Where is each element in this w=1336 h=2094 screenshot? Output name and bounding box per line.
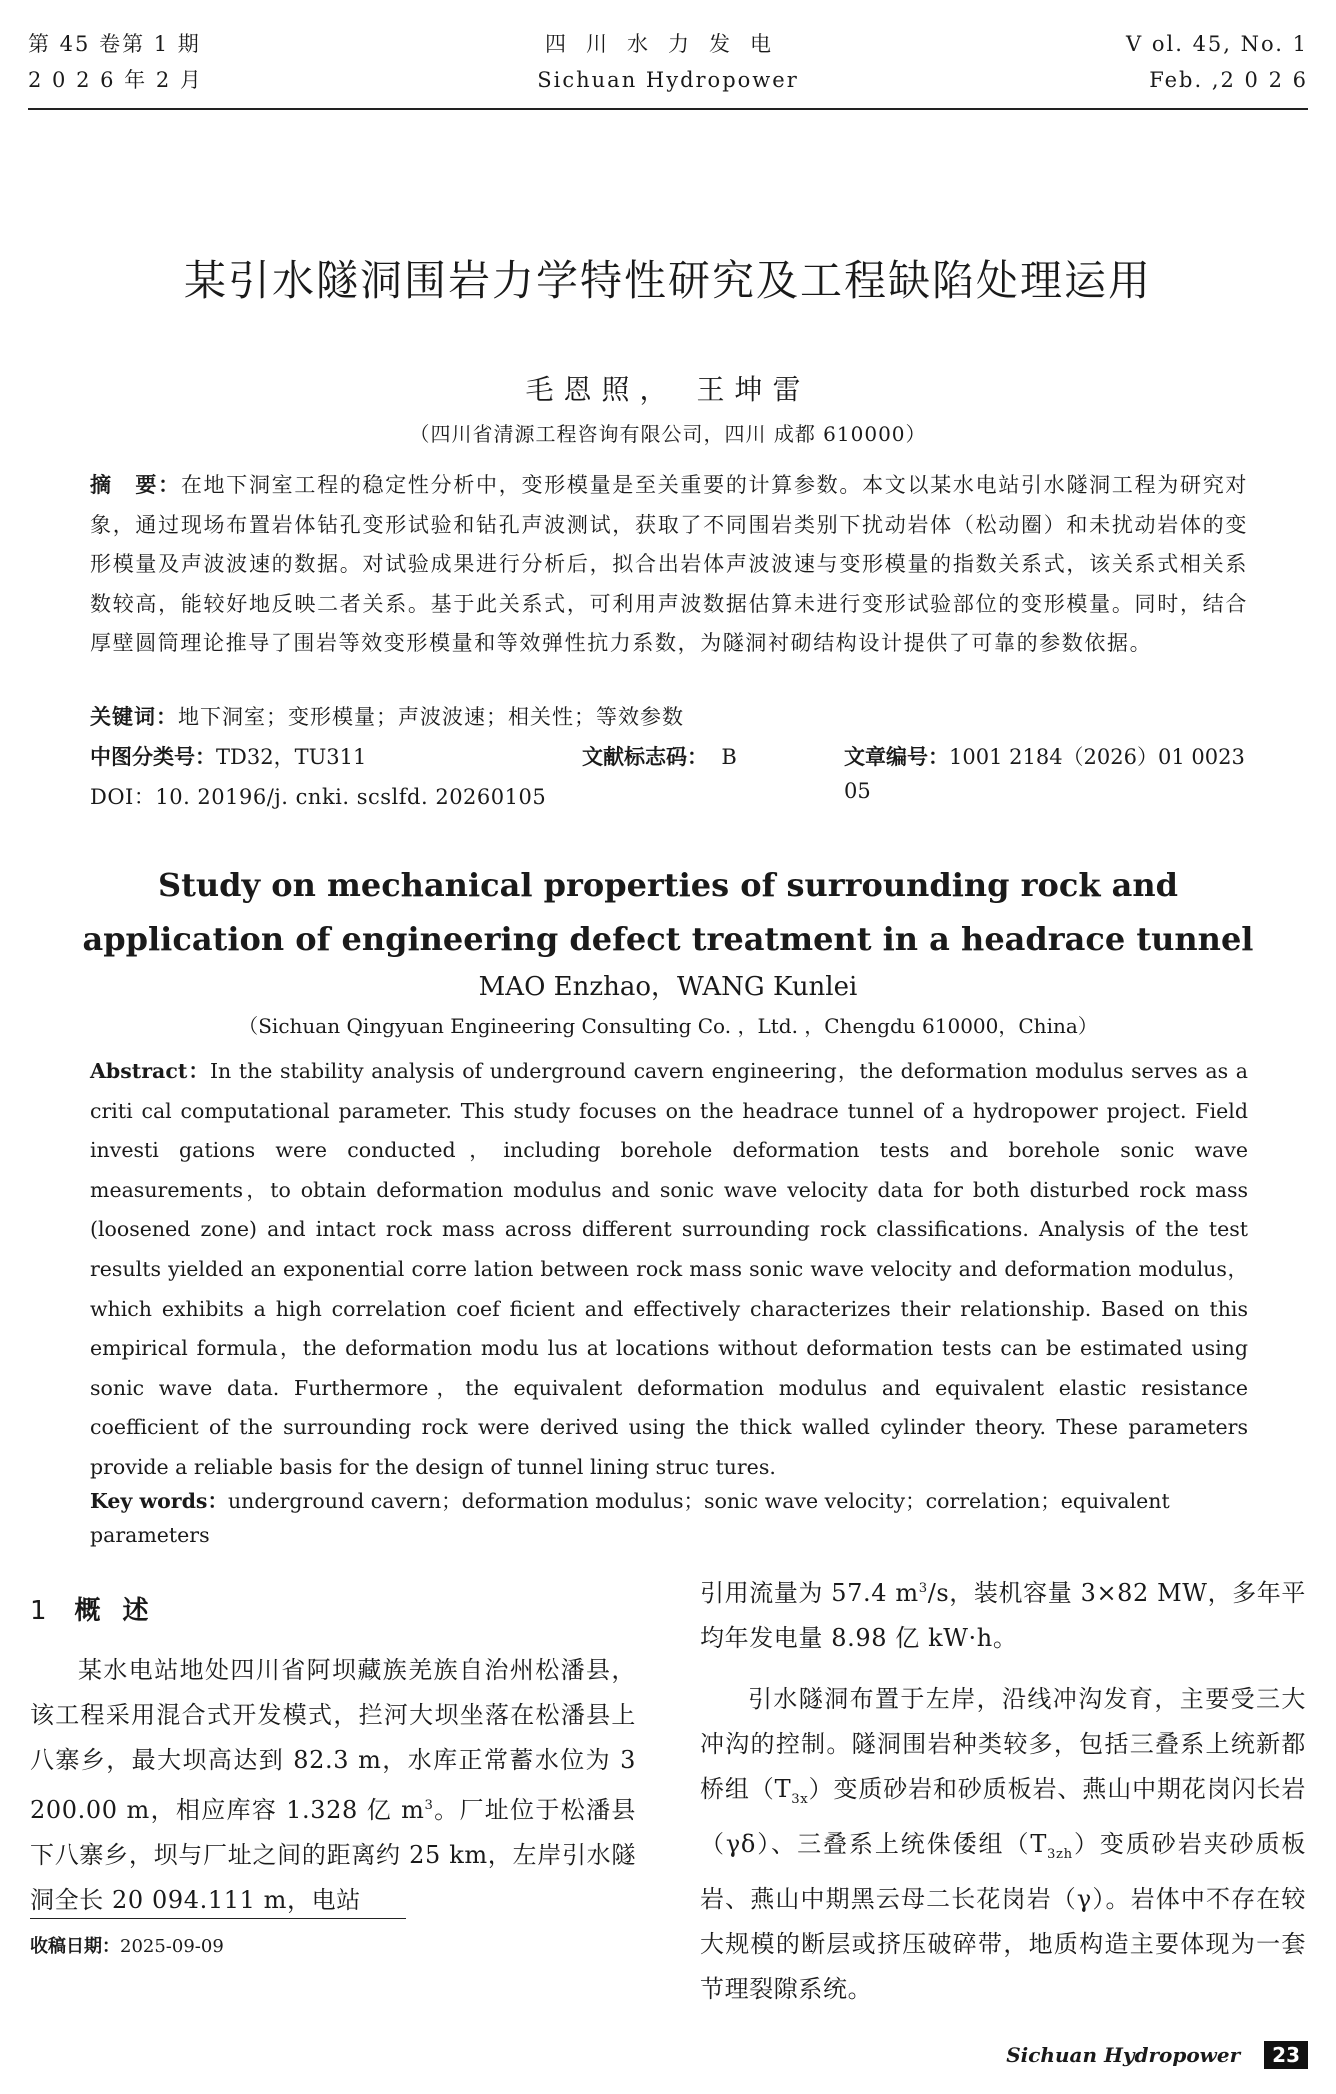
title-cn: 某引水隧洞围岩力学特性研究及工程缺陷处理运用 — [183, 256, 1152, 305]
article-number — [844, 740, 1248, 808]
right-p1-a: 引用流量为 57.4 m — [700, 1579, 919, 1607]
doc-code-label: 文献标志码： — [582, 745, 708, 769]
authors-cn: 毛恩照， 王坤雷 — [525, 373, 811, 406]
received-date-note — [30, 1932, 224, 1958]
right-p1-sup: 3 — [918, 1581, 928, 1596]
journal-name-cn: 四川水力发电 — [545, 32, 791, 56]
clc-value: TD32，TU311 — [216, 745, 367, 769]
footnote-divider — [30, 1918, 406, 1919]
keywords-text-cn: 地下洞室；变形模量；声波波速；相关性；等效参数 — [178, 705, 684, 729]
keywords-text-en: underground cavern；deformation modulus；sonic wave velocity；correlation；equivalent parameters — [90, 1489, 1170, 1547]
received-date: 2025-09-09 — [120, 1936, 224, 1957]
right-p2-sub2: 3zh — [1047, 1846, 1073, 1862]
header-divider — [28, 108, 1308, 110]
footer-journal-name: Sichuan Hydropower — [1006, 2043, 1241, 2067]
header-volume-date-en — [1126, 26, 1308, 98]
right-p2-sub1: 3x — [791, 1791, 809, 1807]
doi: DOI：10. 20196/j. cnki. scslfd. 20260105 — [90, 785, 547, 809]
right-p2-c: ）变质砂岩夹砂质板岩、燕山中期黑云母二长花岗岩（γ）。岩体中不存在较大规模的断层或挤压破碎带，地质构造主要体现为一套节理裂隙系统。 — [700, 1829, 1306, 2003]
clc-label: 中图分类号： — [90, 745, 216, 769]
right-paragraph-1 — [700, 1566, 1306, 1661]
abstract-label-cn: 摘 要： — [90, 473, 181, 497]
keywords-cn — [90, 700, 1248, 734]
doc-code-value: B — [721, 745, 737, 769]
abstract-cn — [90, 466, 1248, 664]
doc-code — [582, 740, 737, 774]
abstract-label-en: Abstract： — [90, 1059, 210, 1083]
volume-cn: 第 45 卷第 1 期 — [28, 32, 201, 56]
affiliation-cn: （四川省清源工程咨询有限公司，四川 成都 610000） — [409, 422, 927, 446]
received-label: 收稿日期： — [30, 1936, 120, 1957]
abstract-en — [90, 1052, 1248, 1488]
article-no-label: 文章编号： — [844, 745, 949, 769]
title-en: Study on mechanical properties of surrounding rock and application of engineering defect treatment in a headrace tunnel — [82, 866, 1254, 958]
keywords-label-cn: 关键词： — [90, 705, 178, 729]
keywords-en — [90, 1484, 1248, 1552]
para1-tail: 。厂址位于松潘县下八寨乡，坝与厂址之间的距离约 25 km，左岸引水隧洞全长 20 094.111 m，电站 — [30, 1796, 636, 1914]
journal-name-en: Sichuan Hydropower — [537, 68, 799, 92]
right-p2-b: ）变质砂岩和砂质板岩、燕山中期花岗闪长岩（γδ）、三叠系上统侏倭组（T — [700, 1775, 1306, 1858]
section-title: 概述 — [74, 1596, 171, 1626]
date-en: Feb. ,2 0 2 6 — [1149, 68, 1308, 92]
article-no-value: 1001 2184（2026）01 0023 05 — [844, 745, 1245, 803]
keywords-label-en: Key words： — [90, 1489, 228, 1513]
right-paragraph-2 — [700, 1677, 1306, 2012]
page-footer — [1006, 2040, 1308, 2070]
para1-sup: 3 — [424, 1798, 434, 1813]
right-p1-b: /s，装机容量 3×82 MW，多年平均年发电量 8.98 亿 kW·h。 — [700, 1579, 1306, 1652]
abstract-text-cn: 在地下洞室工程的稳定性分析中，变形模量是至关重要的计算参数。本文以某水电站引水隧洞工程为研究对象，通过现场布置岩体钻孔变形试验和钻孔声波测试，获取了不同围岩类别下扰动岩体（松动圈）和未扰动岩体的变形模量及声波波速的数据。对试验成果进行分析后，拟合出岩体声波波速与变形模量的指数关系式，该关系式相关系数较高，能较好地反映二者关系。基于此关系式，可利用声波数据估算未进行变形试验部位的变形模量。同时，结合厚壁圆筒理论推导了围岩等效变形模量和等效弹性抗力系数，为隧洞衬砌结构设计提供了可靠的参数依据。 — [90, 473, 1248, 655]
body-left-column — [30, 1648, 636, 1923]
date-cn: 2 0 2 6 年 2 月 — [28, 68, 203, 92]
section-heading — [30, 1590, 171, 1627]
authors-en: MAO Enzhao，WANG Kunlei — [478, 972, 858, 1002]
para1-text: 某水电站地处四川省阿坝藏族羌族自治州松潘县，该工程采用混合式开发模式，拦河大坝坐落在松潘县上八寨乡，最大坝高达到 82.3 m，水库正常蓄水位为 3 200.00 m，相应库容 1.328 亿 m — [30, 1656, 636, 1824]
section-number: 1 — [30, 1596, 47, 1626]
body-right-column — [700, 1566, 1306, 2012]
volume-en: V ol. 45, No. 1 — [1126, 32, 1308, 56]
page-number: 23 — [1264, 2041, 1308, 2069]
clc — [90, 740, 366, 774]
right-p2-a: 引水隧洞布置于左岸，沿线冲沟发育，主要受三大冲沟的控制。隧洞围岩种类较多，包括三叠系上统新都桥组（T — [700, 1685, 1306, 1803]
affiliation-en: （Sichuan Qingyuan Engineering Consulting Co. ，Ltd. ，Chengdu 610000，China） — [238, 1014, 1098, 1038]
abstract-text-en: In the stability analysis of underground cavern engineering，the deformation modulus serves as a criti cal computational parameter. This study focuses on the headrace tunnel of a hydropower project. Field investi gations were conducted，including borehole deformation tests and borehole sonic wave measurements，to obtain deformation modulus and sonic wave velocity data for both disturbed rock mass (loosened zone) and intact rock mass across different surrounding rock classifications. Analysis of the test results yielded an exponential corre lation between rock mass sonic wave velocity and deformation modulus，which exhibits a high correlation coef ficient and effectively characterizes their relationship. Based on this empirical formula，the deformation modu lus at locations without deformation tests can be estimated using sonic wave data. Furthermore，the equivalent deformation modulus and equivalent elastic resistance coefficient of the surrounding rock were derived using the thick walled cylinder theory. These parameters provide a reliable basis for the design of tunnel lining struc tures. — [90, 1059, 1248, 1479]
